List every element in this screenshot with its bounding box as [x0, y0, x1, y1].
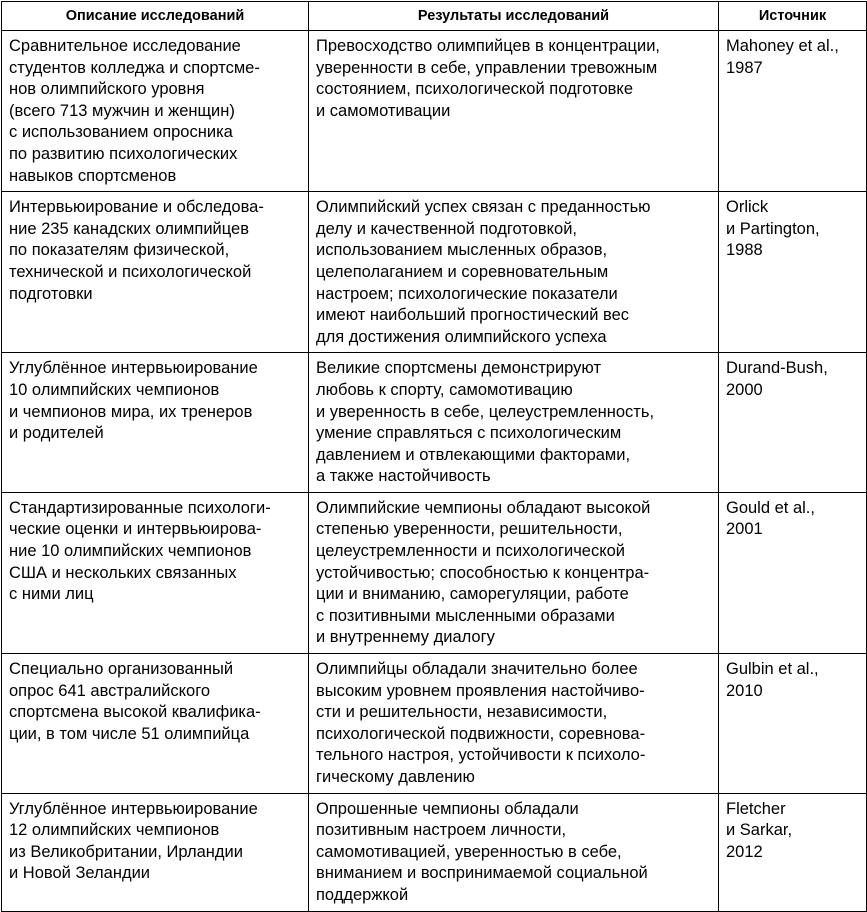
description-cell — [2, 793, 309, 911]
results-cell — [309, 492, 719, 653]
source-line: Durand-Bush, — [726, 359, 828, 378]
table-row — [2, 492, 867, 653]
description-line: с ними лиц — [9, 585, 94, 604]
header-description: Описание исследований — [2, 2, 309, 31]
description-line: Углублённое интервьюирование — [9, 799, 258, 818]
description-line: 10 олимпийских чемпионов — [9, 380, 220, 399]
results-line: состоянием, психологической подготовке — [316, 80, 634, 99]
results-line: Олимпийцы обладали значительно более — [316, 660, 638, 679]
source-line: Fletcher — [726, 799, 786, 818]
description-line: Углублённое интервьюирование — [9, 359, 258, 378]
description-line: из Великобритании, Ирландии — [9, 842, 243, 861]
description-line: Сравнительное исследование — [9, 37, 241, 55]
description-cell — [2, 654, 309, 794]
table-row — [2, 192, 867, 353]
description-line: опрос 641 австралийского — [9, 681, 211, 700]
results-line: целеустремленности и психологической — [316, 542, 626, 561]
results-line: давлением и отвлекающими факторами, — [316, 445, 631, 464]
header-row — [2, 2, 867, 31]
results-line: Олимпийский успех связан с преданностью — [316, 198, 651, 217]
description-line: по показателям физической, — [9, 241, 230, 260]
description-cell — [2, 192, 309, 353]
source-line: 1988 — [726, 241, 763, 260]
results-line: гическому давлению — [316, 768, 475, 786]
source-line: и Sarkar, — [726, 821, 793, 840]
results-line: вниманием и воспринимаемой социальной — [316, 864, 648, 883]
results-line: самомотивацией, уверенностью в себе, — [316, 842, 622, 861]
header-results: Результаты исследований — [309, 2, 719, 31]
results-line: делу и качественной подготовкой, — [316, 219, 577, 238]
results-cell — [309, 353, 719, 493]
results-line: и самомотивации — [316, 101, 451, 120]
table-row — [2, 31, 867, 192]
source-cell — [719, 31, 867, 192]
table-row — [2, 353, 867, 493]
results-line: Великие спортсмены демонстрируют — [316, 359, 601, 378]
source-line: Orlick — [726, 198, 769, 217]
description-line: навыков спортсменов — [9, 166, 177, 185]
description-line: ние 10 олимпийских чемпионов — [9, 542, 252, 561]
description-line: Специально организованный — [9, 660, 234, 679]
results-line: любовь к спорту, самомотивацию — [316, 380, 573, 399]
results-line: целеполаганием и соревновательным — [316, 262, 609, 281]
results-line: высоким уровнем проявления настойчиво- — [316, 681, 645, 700]
results-line: сти и решительности, независимости, — [316, 703, 608, 722]
description-line: и родителей — [9, 424, 104, 443]
source-cell — [719, 192, 867, 353]
results-line: устойчивостью; способностью к концентра- — [316, 563, 650, 582]
description-line: нов олимпийского уровня — [9, 80, 205, 99]
source-line: 2001 — [726, 520, 763, 539]
results-cell — [309, 192, 719, 353]
description-line: Стандартизированные психологи- — [9, 498, 271, 517]
research-table — [1, 1, 867, 912]
results-line: и внутреннему диалогу — [316, 628, 495, 647]
results-cell — [309, 31, 719, 192]
source-line: 1987 — [726, 58, 763, 77]
results-line: а также настойчивость — [316, 467, 491, 486]
results-line: умение справляться с психологическим — [316, 424, 622, 443]
source-cell — [719, 353, 867, 493]
description-line: по развитию психологических — [9, 144, 238, 163]
results-line: поддержкой — [316, 885, 409, 904]
results-line: имеют наибольший прогностический вес — [316, 306, 630, 325]
description-line: студентов колледжа и спортсме- — [9, 58, 260, 77]
source-cell — [719, 654, 867, 794]
description-line: США и нескольких связанных — [9, 563, 237, 582]
description-cell — [2, 492, 309, 653]
results-line: и уверенность в себе, целеустремленность, — [316, 402, 655, 421]
table-body — [2, 31, 867, 912]
description-line: технической и психологической — [9, 262, 252, 281]
results-line: использованием мысленных образов, — [316, 241, 608, 260]
results-line: степенью уверенности, решительности, — [316, 520, 623, 539]
results-line: тельного настроя, устойчивости к психоло- — [316, 746, 646, 765]
source-line: Mahoney et al., — [726, 37, 839, 55]
description-line: ческие оценки и интервьюирова- — [9, 520, 262, 539]
description-line: и Новой Зеландии — [9, 864, 151, 883]
results-line: Превосходство олимпийцев в концентрации, — [316, 37, 661, 55]
table-row — [2, 654, 867, 794]
description-line: ние 235 канадских олимпийцев — [9, 219, 249, 238]
description-line: 12 олимпийских чемпионов — [9, 821, 220, 840]
source-line: Gulbin et al., — [726, 660, 819, 679]
description-line: подготовки — [9, 284, 93, 303]
description-line: спортсмена высокой квалифика- — [9, 703, 261, 722]
table-row — [2, 793, 867, 911]
description-cell — [2, 353, 309, 493]
source-line: 2000 — [726, 380, 763, 399]
description-line: с использованием опросника — [9, 123, 233, 142]
results-line: ции и вниманию, саморегуляции, работе — [316, 585, 629, 604]
results-line: уверенности в себе, управлении тревожным — [316, 58, 658, 77]
source-line: 2012 — [726, 842, 763, 861]
source-cell — [719, 492, 867, 653]
results-line: Олимпийские чемпионы обладают высокой — [316, 498, 651, 517]
results-line: с позитивными мысленными образами — [316, 606, 615, 625]
description-line: и чемпионов мира, их тренеров — [9, 402, 253, 421]
source-line: Gould et al., — [726, 498, 815, 517]
source-cell — [719, 793, 867, 911]
description-line: (всего 713 мужчин и женщин) — [9, 101, 235, 120]
results-line: для достижения олимпийского успеха — [316, 327, 607, 346]
source-line: и Partington, — [726, 219, 820, 238]
results-cell — [309, 793, 719, 911]
results-line: настроем; психологические показатели — [316, 284, 618, 303]
results-cell — [309, 654, 719, 794]
results-line: Опрошенные чемпионы обладали — [316, 799, 579, 818]
description-line: Интервьюирование и обследова- — [9, 198, 264, 217]
description-cell — [2, 31, 309, 192]
results-line: психологической подвижности, соревнова- — [316, 724, 646, 743]
results-line: позитивным настроем личности, — [316, 821, 567, 840]
header-source: Источник — [719, 2, 867, 31]
source-line: 2010 — [726, 681, 763, 700]
description-line: ции, в том числе 51 олимпийца — [9, 724, 250, 743]
